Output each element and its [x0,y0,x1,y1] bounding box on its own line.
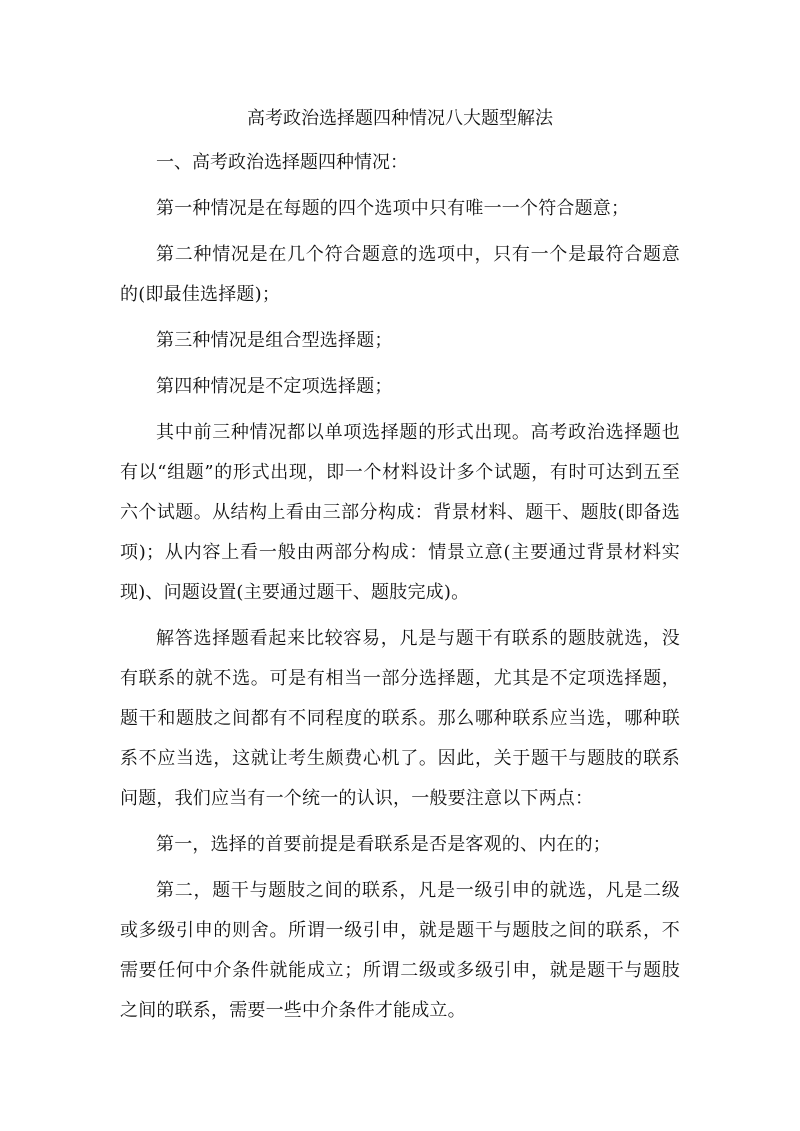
paragraph-point-1: 第一，选择的首要前提是看联系是否是客观的、内在的； [156,834,611,855]
paragraph-point-2: 第二，题干与题肢之间的联系，凡是一级引申的就选，凡是二级或多级引申的则舍。所谓一级引申，就是题干与题肢之间的联系，不需要任何中介条件就能成立；所谓二级或多级引申，就是题干与题肢之间的联系，需要一些中介条件才能成立。 [120,880,680,1021]
paragraph-answering: 解答选择题看起来比较容易，凡是与题干有联系的题肢就选，没有联系的就不选。可是有相当一部分选择题，尤其是不定项选择题，题干和题肢之间都有不同程度的联系。那么哪种联系应当选，哪种联系不应当选，这就让考生颇费心机了。因此，关于题干与题肢的联系问题，我们应当有一个统一的认识，一般要注意以下两点： [120,628,680,809]
section-heading: 一、高考政治选择题四种情况： [156,152,408,173]
paragraph-structure: 其中前三种情况都以单项选择题的形式出现。高考政治选择题也有以“组题”的形式出现，即一个材料设计多个试题，有时可达到五至六个试题。从结构上看由三部分构成：背景材料、题干、题肢(即备选项)；从内容上看一般由两部分构成：情景立意(主要通过背景材料实现)、问题设置(主要通过题干、题肢完成)。 [120,422,680,603]
paragraph-case-4: 第四种情况是不定项选择题； [156,376,393,397]
paragraph-case-3: 第三种情况是组合型选择题； [156,330,393,351]
paragraph-case-1: 第一种情况是在每题的四个选项中只有唯一一个符合题意； [156,198,630,219]
paragraph-case-2: 第二种情况是在几个符合题意的选项中，只有一个是最符合题意的(即最佳选择题)； [120,244,680,305]
document-body [120,143,680,1037]
document-title: 高考政治选择题四种情况八大题型解法 [247,108,553,129]
